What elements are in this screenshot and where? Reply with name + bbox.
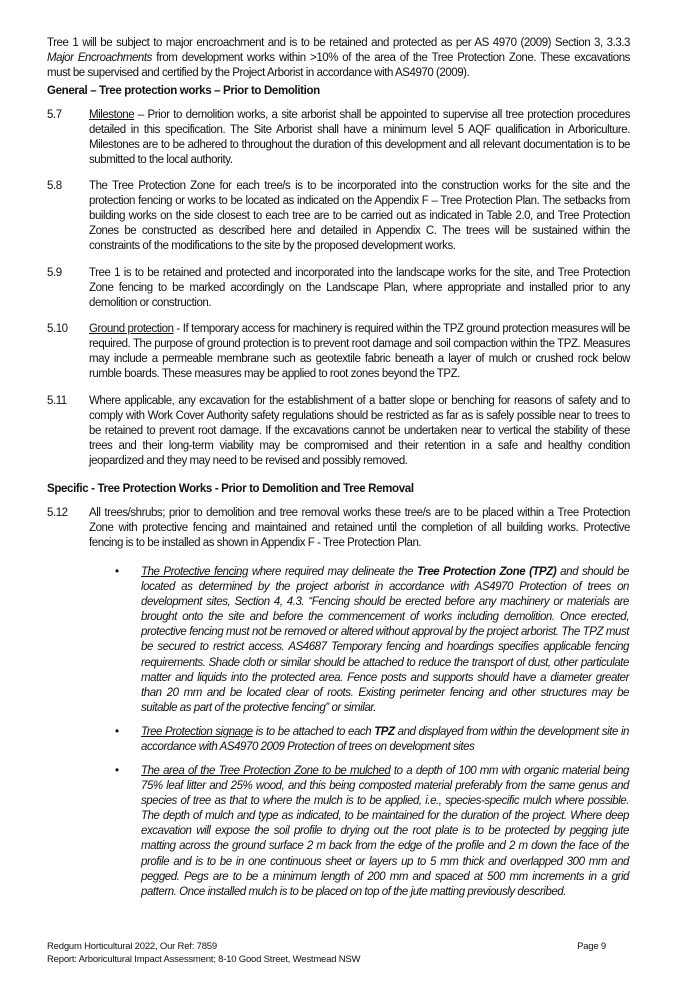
- bullet-text: [141, 725, 629, 755]
- clause-body: [89, 322, 630, 382]
- clause-body: The Tree Protection Zone for each tree/s is to be incorporated into the construction works for the site and the protection fencing or works to be located as indicated on the Appendix F – Tree Protection Plan. The setbacks from building works on the side closest to each tree are to be carried out as indicated in Table 2.0, and Tree Protection Zones be constructed as described here and detailed in Appendix C. The trees will be sustained within the constraints of the modifications to the site by the proposed development works.: [89, 180, 630, 253]
- footer-line-2: Report: Arboricultural Impact Assessment; 8-10 Good Street, Westmead NSW: [47, 954, 361, 965]
- bullet-body: and should be located as determined by the project arborist in accordance with AS4970 Protection of trees on development sites, Section 4, 4.3. “Fencing should be erected before any machinery or materials are brought onto the site and before the commencement of works including demolition. Once erected, protective fencing must not be removed or altered without approval by the project arborist. The TPZ must be secured to restrict access. AS4687 Temporary fencing and hoardings specifies applicable fencing requirements. Shade cloth or similar should be attached to reduce the transport of dust, other particulate matter and liquids into the protected area. Fence posts and supports should have a diameter greater than 20 mm and be located clear of roots. Existing perimeter fencing and other structures may be suitable as part of the protective fencing” or similar.: [141, 566, 629, 714]
- clause-number: 5.8: [47, 180, 62, 192]
- bullet-dot: •: [115, 765, 119, 777]
- intro-paragraph: [47, 36, 630, 81]
- clause-number: 5.9: [47, 267, 62, 279]
- bullet-mid: is to be attached to each: [252, 726, 375, 738]
- intro-italic-term: Major Encroachments: [47, 52, 152, 65]
- clause-number: 5.7: [47, 109, 62, 121]
- bullet-lead: Tree Protection signage: [141, 726, 253, 738]
- bullet-text: [141, 565, 629, 716]
- heading-specific: Specific - Tree Protection Works - Prior to Demolition and Tree Removal: [47, 483, 414, 495]
- clause-lead-milestone: Milestone: [89, 109, 135, 121]
- clause-body: All trees/shrubs; prior to demolition and tree removal works these tree/s are to be placed within a Tree Protection Zone with protective fencing and maintained and retained until the completion of all building works. Protective fencing is to be installed as shown in Appendix F - Tree Protection Plan.: [89, 507, 630, 550]
- bullet-mid: where required may delineate the: [247, 566, 417, 578]
- bullet-lead: The area of the Tree Protection Zone to be mulched: [141, 765, 391, 777]
- bullet-body: to a depth of 100 mm with organic material being 75% leaf litter and 25% wood, and this being composted material preferably from the same genus and species of tree as that to where the mulch is to be applied, i.e., species-specific mulch where possible. The depth of mulch and type as indicated, to be maintained for the duration of the project. Where deep excavation will expose the soil profile to drying out the root plate is to be protected by pegging jute matting across the ground surface 2 m back from the edge of the profile and 2 m down the face of the profile and is to be in one continuous sheet or layers up to 5 mm thick and overlapped 300 mm and pegged. Pegs are to be a minimum length of 200 mm and spaced at 500 mm increments in a grid pattern. Once installed mulch is to be placed on top of the jute matting previously described.: [141, 765, 629, 898]
- clause-lead-ground-protection: Ground protection: [89, 323, 174, 335]
- clause-number: 5.12: [47, 507, 68, 519]
- bullet-dot: •: [115, 726, 119, 738]
- heading-general: General – Tree protection works – Prior to Demolition: [47, 85, 320, 97]
- bullet-bold-term: TPZ: [374, 726, 395, 738]
- bullet-dot: •: [115, 566, 119, 578]
- bullet-lead: The Protective fencing: [141, 566, 248, 578]
- page-footer: [47, 940, 630, 966]
- intro-text-2: from development works within >10% of the area of the Tree Protection Zone. These excavations must be supervised and certified by the Project Arborist in accordance with AS4970 (2009).: [47, 52, 630, 80]
- clause-text: - If temporary access for machinery is required within the TPZ ground protection measures will be required. The purpose of ground protection is to prevent root damage and soil compaction within the TPZ. Measures may include a permeable membrane such as geotextile fabric beneath a layer of mulch or crushed rock below rumble boards. These measures may be applied to root zones beyond the TPZ.: [89, 323, 630, 381]
- clause-number: 5.11: [47, 395, 67, 407]
- footer-line-1: Redgum Horticultural 2022, Our Ref: 7859: [47, 941, 217, 952]
- clause-text: – Prior to demolition works, a site arborist shall be appointed to supervise all tree protection procedures detailed in this specification. The Site Arborist shall have a minimum level 5 AQF qualification in Arboriculture. Milestones are to be adhered to throughout the duration of this development and all relevant documentation is to be submitted to the local authority.: [89, 109, 630, 167]
- bullet-body: and displayed from within the development site in accordance with AS4970 2009 Protection of trees on development sites: [141, 726, 629, 754]
- clause-body: Tree 1 is to be retained and protected and incorporated into the landscape works for the site, and Tree Protection Zone fencing to be marked accordingly on the Landscape Plan, where appropriate and installed prior to any demolition or construction.: [89, 267, 630, 310]
- clause-body: [89, 108, 630, 168]
- page-number: Page 9: [577, 941, 606, 952]
- bullet-bold-term: Tree Protection Zone (TPZ): [416, 566, 557, 578]
- clause-body: Where applicable, any excavation for the establishment of a batter slope or benching for reasons of safety and to comply with Work Cover Authority safety regulations should be restricted as far as is safely possible near to trees to be retained to prevent root damage. If the excavations cannot be undertaken near to vertical the stability of these trees and their long-term viability may be compromised and their retention in a safe and healthy condition jeopardized and they may need to be revised and possibly removed.: [89, 395, 630, 468]
- intro-text-1: Tree 1 will be subject to major encroachment and is to be retained and protected as per AS 4970 (2009) Section 3, 3.3.3: [47, 37, 630, 49]
- bullet-text: [141, 764, 629, 900]
- clause-number: 5.10: [47, 323, 68, 335]
